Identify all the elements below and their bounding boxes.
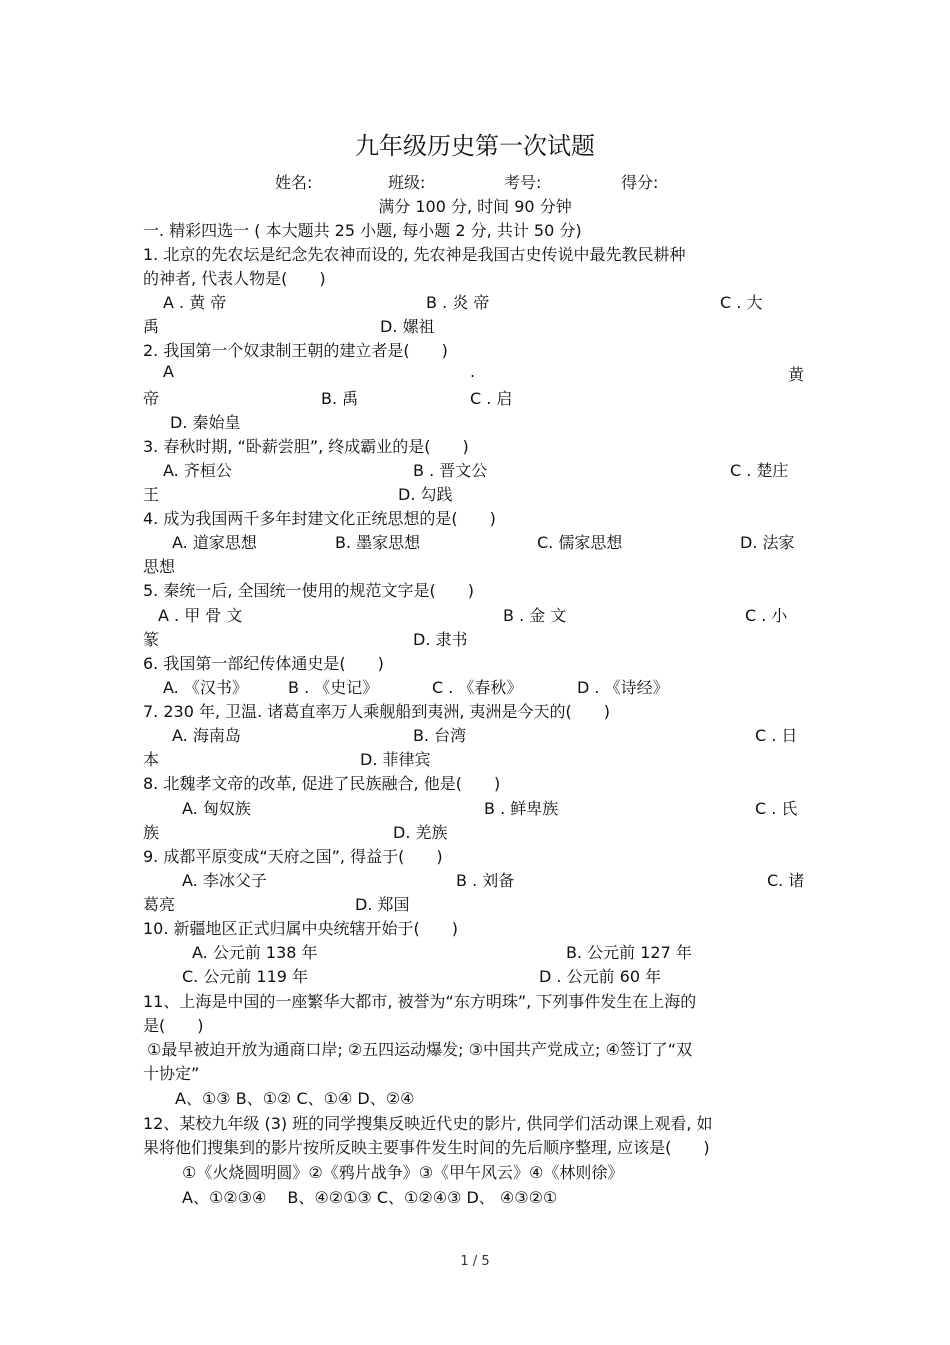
q2-option-a-text: 黄 (788, 365, 805, 384)
class-label: 班级: (388, 173, 426, 192)
score-label: 得分: (621, 173, 659, 192)
page-number: 1 / 5 (460, 1254, 490, 1269)
q2-stem: 2. 我国第一个奴隶制王朝的建立者是( ) (143, 341, 448, 360)
q6-stem: 6. 我国第一部纪传体通史是( ) (143, 654, 384, 673)
q5-option-c-cont: 篆 (143, 630, 160, 649)
q3-stem: 3. 春秋时期, “卧薪尝胆”, 终成霸业的是( ) (143, 437, 469, 456)
q7-option-d: D. 菲律宾 (360, 750, 431, 769)
q4-option-b: B. 墨家思想 (335, 533, 421, 552)
q3-option-a: A. 齐桓公 (163, 461, 232, 480)
q1-option-d: D. 嫘祖 (380, 317, 435, 336)
exam-subtitle: 满分 100 分, 时间 90 分钟 (378, 197, 572, 216)
q1-stem-line2: 的神者, 代表人物是( ) (143, 269, 326, 288)
q3-option-d: D. 勾践 (398, 485, 453, 504)
q9-option-c: C. 诸 (767, 871, 805, 890)
q10-option-a: A. 公元前 138 年 (192, 943, 318, 962)
q9-option-b: B . 刘备 (456, 871, 515, 890)
q5-stem: 5. 秦统一后, 全国统一使用的规范文字是( ) (143, 581, 475, 600)
section-heading: 一. 精彩四选一 ( 本大题共 25 小题, 每小题 2 分, 共计 50 分) (143, 221, 582, 240)
q8-option-d: D. 羌族 (393, 823, 448, 842)
q4-option-d-cont: 思想 (143, 557, 176, 576)
q12-items: ①《火烧圆明圆》②《鸦片战争》③《甲午风云》④《林则徐》 (182, 1163, 624, 1182)
q1-option-c: C . 大 (720, 293, 763, 312)
q4-stem: 4. 成为我国两千多年封建文化正统思想的是( ) (143, 509, 496, 528)
q9-option-c-cont: 葛亮 (143, 895, 176, 914)
q11-stem-line1: 11、上海是中国的一座繁华大都市, 被誉为“东方明珠”, 下列事件发生在上海的 (143, 992, 697, 1011)
q10-stem: 10. 新疆地区正式归属中央统辖开始于( ) (143, 919, 459, 938)
q10-option-c: C. 公元前 119 年 (182, 967, 309, 986)
exam-number-label: 考号: (504, 173, 542, 192)
q12-stem-line2: 果将他们搜集到的影片按所反映主要事件发生时间的先后顺序整理, 应该是( ) (143, 1138, 710, 1157)
q11-items-line2: 十协定” (143, 1064, 200, 1083)
q1-option-b: B . 炎 帝 (426, 293, 490, 312)
q9-option-a: A. 李冰父子 (182, 871, 267, 890)
q12-stem-line1: 12、某校九年级 (3) 班的同学搜集反映近代史的影片, 供同学们活动课上观看, 如 (143, 1114, 713, 1133)
q3-option-b: B . 晋文公 (413, 461, 488, 480)
name-label: 姓名: (275, 173, 313, 192)
q9-option-d: D. 郑国 (355, 895, 410, 914)
q7-option-c: C . 日 (755, 726, 798, 745)
q4-option-a: A. 道家思想 (172, 533, 257, 552)
q8-stem: 8. 北魏孝文帝的改革, 促进了民族融合, 他是( ) (143, 774, 501, 793)
q11-options: A、①③ B、①② C、①④ D、②④ (175, 1089, 415, 1108)
q2-option-c: C . 启 (470, 389, 513, 408)
q8-option-c: C . 氏 (755, 799, 798, 818)
q9-stem: 9. 成都平原变成“天府之国”, 得益于( ) (143, 847, 443, 866)
q1-option-c-cont: 禹 (143, 317, 160, 336)
q3-option-c: C . 楚庄 (730, 461, 789, 480)
q7-option-a: A. 海南岛 (172, 726, 241, 745)
q6-option-c: C . 《春秋》 (432, 678, 523, 697)
q5-option-b: B . 金 文 (503, 606, 567, 625)
q6-option-d: D . 《诗经》 (577, 678, 669, 697)
q8-option-a: A. 匈奴族 (182, 799, 251, 818)
q6-option-b: B . 《史记》 (288, 678, 379, 697)
q10-option-b: B. 公元前 127 年 (566, 943, 692, 962)
q2-option-a-dot: . (470, 362, 476, 381)
exam-title: 九年级历史第一次试题 (355, 132, 595, 160)
q8-option-b: B . 鲜卑族 (484, 799, 559, 818)
q7-stem: 7. 230 年, 卫温. 诸葛直率万人乘舰船到夷洲, 夷洲是今天的( ) (143, 702, 610, 721)
q2-option-a: A (163, 362, 174, 381)
student-info-row (275, 170, 658, 193)
q2-option-b: B. 禹 (321, 389, 359, 408)
q11-items-line1: ①最早被迫开放为通商口岸; ②五四运动爆发; ③中国共产党成立; ④签订了“双 (147, 1040, 693, 1059)
q5-option-c: C . 小 (745, 606, 788, 625)
q12-options: A、①②③④ B、④②①③ C、①②④③ D、 ④③②① (182, 1188, 558, 1207)
q7-option-b: B. 台湾 (413, 726, 467, 745)
q1-stem-line1: 1. 北京的先农坛是纪念先农神而设的, 先农神是我国古史传说中最先教民耕种 (143, 245, 686, 264)
q1-option-a: A . 黄 帝 (163, 293, 227, 312)
q3-option-c-cont: 王 (143, 485, 160, 504)
q2-option-d: D. 秦始皇 (170, 413, 241, 432)
q10-option-d: D . 公元前 60 年 (539, 967, 662, 986)
q5-option-a: A . 甲 骨 文 (158, 606, 243, 625)
q2-option-a-cont: 帝 (143, 389, 160, 408)
q7-option-c-cont: 本 (143, 750, 160, 769)
q5-option-d: D. 隶书 (413, 630, 468, 649)
q4-option-d: D. 法家 (740, 533, 795, 552)
q8-option-c-cont: 族 (143, 823, 160, 842)
q6-option-a: A. 《汉书》 (163, 678, 248, 697)
q4-option-c: C. 儒家思想 (537, 533, 623, 552)
q11-stem-line2: 是( ) (143, 1016, 204, 1035)
